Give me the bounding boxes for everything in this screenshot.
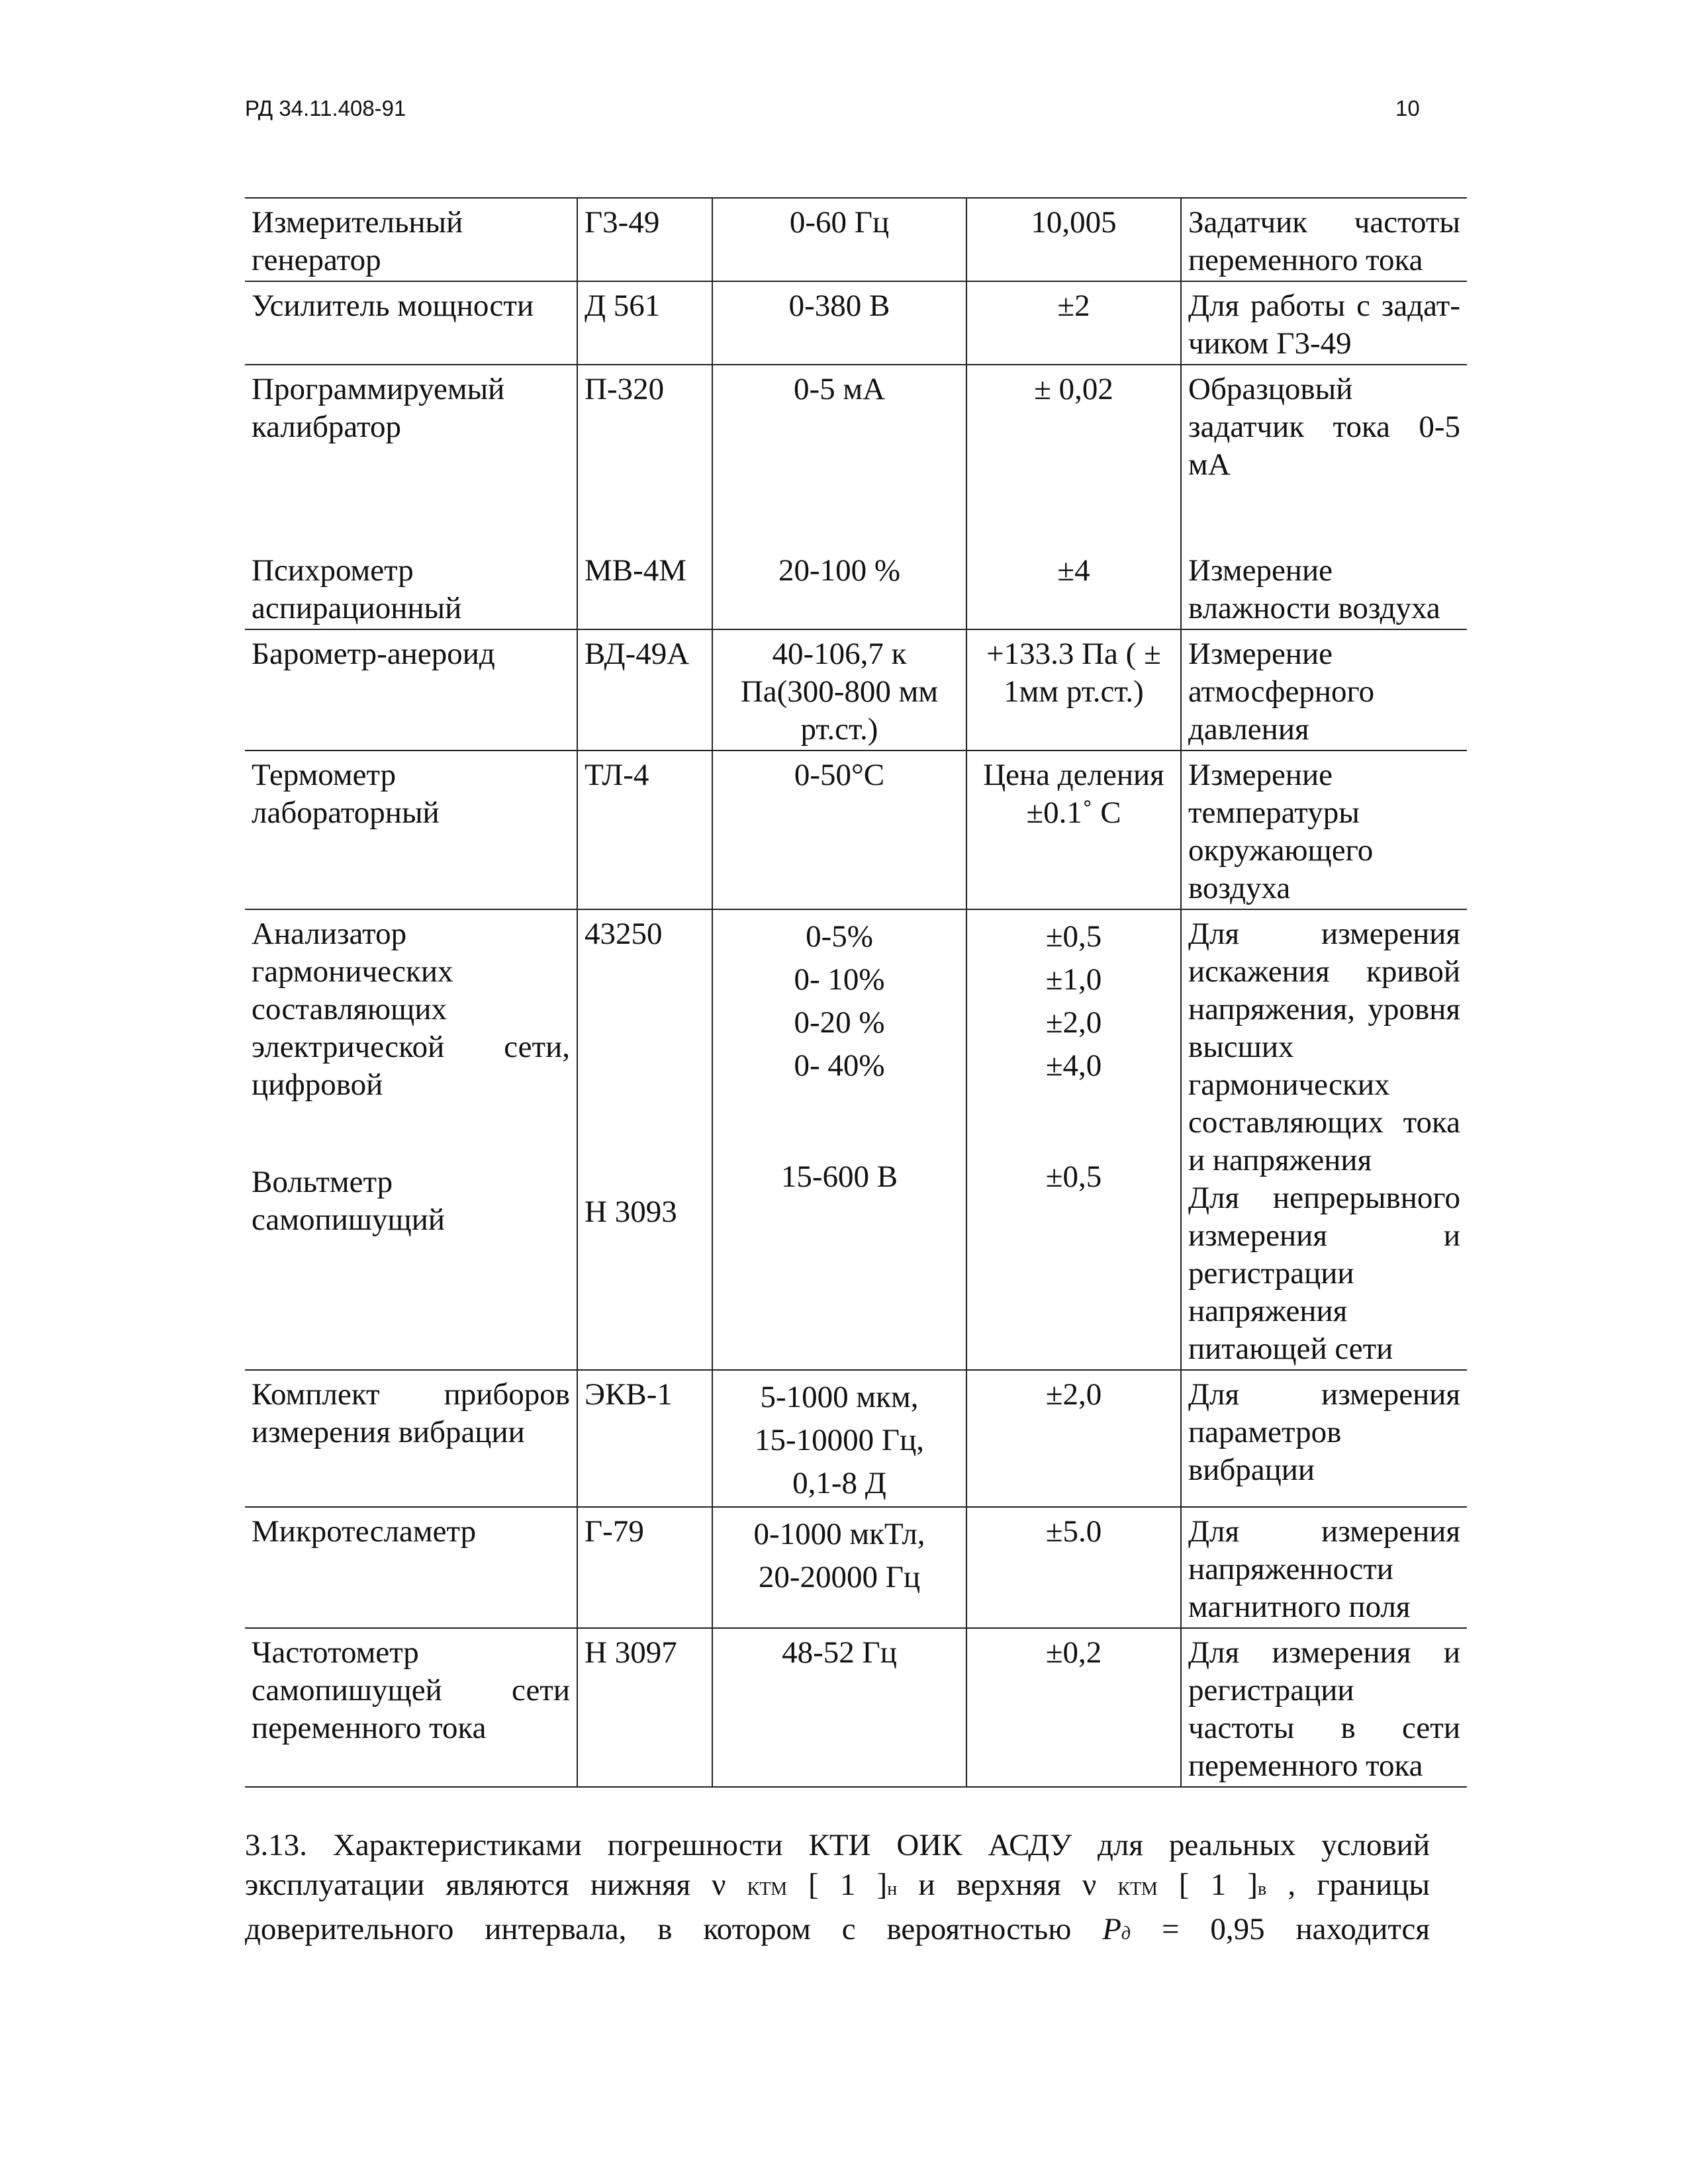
measurement-range: 48-52 Гц [712,1628,966,1787]
instrument-type [577,909,712,1370]
purpose [1181,909,1467,1370]
instrument-type: Д 561 [577,281,712,365]
table-row [245,281,1467,365]
measurement-range: 0-380 В [712,281,966,365]
instrument-name: Измерительный генератор [245,198,577,281]
purpose: Измерение влажности воздуха [1181,547,1467,629]
table-row [245,909,1467,1370]
instrument-name-text: Анализатор гармонических составляющих электрической сети, цифровой [252,917,570,1102]
instrument-name: Термометр лабораторный [245,751,577,909]
table-row [245,547,1467,629]
accuracy: ±0,2 [966,1628,1181,1787]
measurement-range: 0-50°С [712,751,966,909]
accuracy: ±2,0 [966,1370,1181,1507]
purpose-text: Для измерения искажения кривой напряжения, уровня высших гармонических составляющих тока и напряжения [1188,917,1460,1177]
purpose: Измерение атмосферного давления [1181,629,1467,751]
accuracy-item: ±2,0 [1045,1005,1102,1040]
table-row [245,198,1467,281]
instrument-name: Частотометр самопишущей сети переменного тока [245,1628,577,1787]
range-item: 20-20000 Гц [758,1560,921,1594]
subscript: КТМ [1117,1879,1158,1899]
document-code: РД 34.11.408-91 [245,96,406,120]
range-item: 0-20 % [794,1005,885,1040]
measurement-range: 0-60 Гц [712,198,966,281]
probability-symbol [1102,1912,1131,1946]
range-item: 0,1-8 Д [792,1466,886,1500]
text-span: эксплуатации являются нижняя ν [245,1868,726,1902]
instrument-name [245,365,577,547]
instrument-name [245,909,577,1370]
subscript: д [1121,1923,1131,1944]
instrument-name: Психрометр аспирационный [245,547,577,629]
instrument-type: Г3-49 [577,198,712,281]
purpose: Для измерения и регистрации частоты в сети переменного тока [1181,1628,1467,1787]
table-row [245,629,1467,751]
accuracy-item: ±0,5 [1045,919,1102,954]
table-row [245,1628,1467,1787]
purpose: Для работы с задат-чиком Г3-49 [1181,281,1467,365]
subscript: в [1258,1879,1267,1899]
range-item: 15-600 В [780,1160,898,1194]
measurement-range: 40-106,7 к Па(300-800 мм рт.ст.) [712,629,966,751]
range-item: 5-1000 мкм, [760,1380,919,1414]
accuracy: +133.3 Па ( ± 1мм рт.ст.) [966,629,1181,751]
instrument-name: Усилитель мощности [245,281,577,365]
purpose: Измерение температуры окружающего воздуха [1181,751,1467,909]
text-span: , границы [1288,1868,1430,1902]
accuracy: 10,005 [966,198,1181,281]
range-item: 0-5% [806,919,873,954]
instrument-name: Микротесламетр [245,1507,577,1628]
text-span: доверительного интервала, в котором с вероятностью [245,1912,1072,1946]
text-span: и верхняя ν [918,1868,1097,1902]
instrument-type-text: 43250 [585,917,663,951]
subscript: КТМ [747,1879,787,1899]
instrument-type: ТЛ-4 [577,751,712,909]
range-item: 0- 10% [794,962,885,997]
table-row [245,1507,1467,1628]
accuracy: ±4 [966,547,1181,629]
instrument-type-text: Н 3093 [585,1195,677,1229]
measurement-range: 20-100 % [712,547,966,629]
purpose: Образцовый задатчик тока 0-5 мА [1181,365,1467,547]
instrument-type: Н 3097 [577,1628,712,1787]
subscript: н [887,1879,898,1899]
table-row [245,751,1467,909]
range-item: 0-1000 мкТл, [753,1517,925,1551]
accuracy-item: ±0,5 [1045,1160,1102,1194]
purpose: Для измерения напряженности магнитного поля [1181,1507,1467,1628]
accuracy [966,909,1181,1370]
measurement-range [712,909,966,1370]
text-span: Р [1102,1912,1121,1946]
measurement-range: 0-5 мА [712,365,966,547]
paragraph-line [245,1909,1430,1954]
paragraph-line: 3.13. Характеристиками погрешности КТИ ОИК АСДУ для реальных условий [245,1828,1430,1862]
instrument-name-text: Программируемый калибратор [252,372,505,444]
text-span: [ 1 ] [1178,1868,1258,1902]
accuracy-item: ±1,0 [1045,962,1102,997]
instrument-name-text: Вольтметр самопишущий [252,1165,445,1237]
paragraph-3-13 [245,1825,1430,1954]
instrument-type: ВД-49А [577,629,712,751]
page-number: 10 [1395,96,1420,120]
accuracy: ±2 [966,281,1181,365]
instruments-table [245,197,1467,1788]
instrument-name: Барометр-анероид [245,629,577,751]
accuracy: ±5.0 [966,1507,1181,1628]
table-row [245,1370,1467,1507]
purpose: Для измерения параметров вибрации [1181,1370,1467,1507]
accuracy: Цена деления ±0.1˚ С [966,751,1181,909]
text-span: [ 1 ] [808,1868,888,1902]
instrument-type: П-320 [577,365,712,547]
text-span: = 0,95 находится [1161,1912,1430,1946]
purpose-text: Для непрерывного измерения и регистрации напряжения питающей сети [1188,1181,1460,1366]
accuracy-item: ±4,0 [1045,1048,1102,1083]
measurement-range [712,1507,966,1628]
range-item: 15-10000 Гц, [755,1423,924,1457]
paragraph-line [245,1865,1430,1909]
instrument-type: Г-79 [577,1507,712,1628]
purpose: Задатчик частоты переменного тока [1181,198,1467,281]
table-row [245,365,1467,547]
instrument-type: ЭКВ-1 [577,1370,712,1507]
accuracy: ± 0,02 [966,365,1181,547]
instrument-type: МВ-4М [577,547,712,629]
range-item: 0- 40% [794,1048,885,1083]
measurement-range [712,1370,966,1507]
instrument-name: Комплект приборов измерения вибрации [245,1370,577,1507]
